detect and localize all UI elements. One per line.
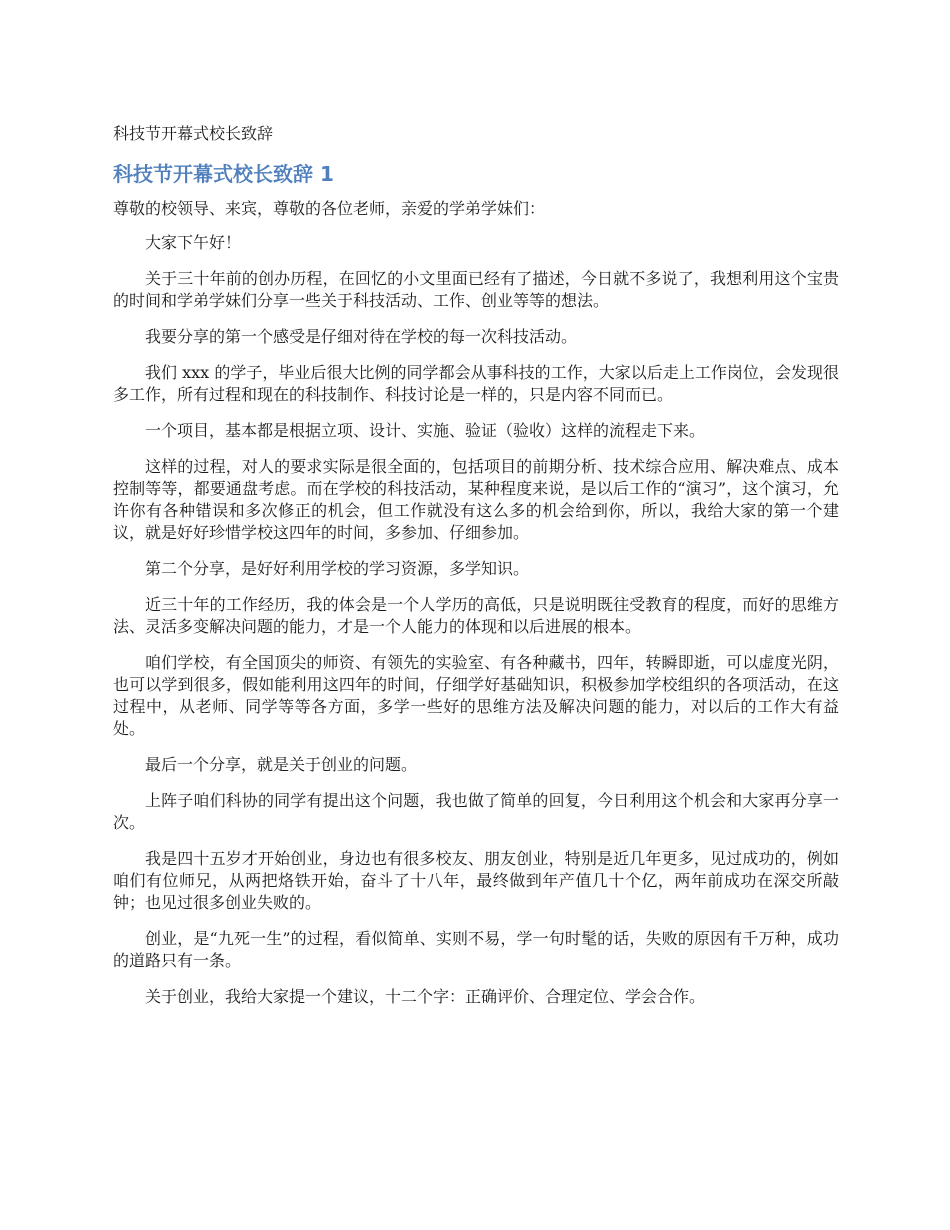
paragraph: 我们 xxx 的学子，毕业后很大比例的同学都会从事科技的工作，大家以后走上工作岗位，会发现很多工作，所有过程和现在的科技制作、科技讨论是一样的，只是内容不同而已。 bbox=[113, 363, 839, 404]
paragraph: 这样的过程，对人的要求实际是很全面的，包括项目的前期分析、技术综合应用、解决难点、成本控制等等，都要通盘考虑。而在学校的科技活动，某种程度来说，是以后工作的“演习”，这个演习，允许你有各种错误和多次修正的机会，但工作就没有这么多的机会给到你，所以，我给大家的第一个建议，就是好好珍惜学校这四年的时间，多参加、仔细参加。 bbox=[113, 457, 839, 542]
document-page bbox=[113, 122, 839, 1022]
salutation: 尊敬的校领导、来宾，尊敬的各位老师，亲爱的学弟学妹们： bbox=[113, 199, 546, 218]
paragraph: 关于创业，我给大家提一个建议，十二个字：正确评价、合理定位、学会合作。 bbox=[145, 987, 706, 1006]
paragraph: 上阵子咱们科协的同学有提出这个问题，我也做了简单的回复，今日利用这个机会和大家再分享一次。 bbox=[113, 791, 839, 832]
paragraph: 咱们学校，有全国顶尖的师资、有领先的实验室、有各种藏书，四年，转瞬即逝，可以虚度光阴，也可以学到很多，假如能利用这四年的时间，仔细学好基础知识，积极参加学校组织的各项活动，在这过程中，从老师、同学等等各方面，多学一些好的思维方法及解决问题的能力，对以后的工作大有益处。 bbox=[113, 653, 839, 738]
paragraph: 创业，是“九死一生”的过程，看似简单、实则不易，学一句时髦的话，失败的原因有千万种，成功的道路只有一条。 bbox=[113, 929, 839, 970]
paragraph-greeting: 大家下午好！ bbox=[145, 233, 242, 252]
paragraph: 近三十年的工作经历，我的体会是一个人学历的高低，只是说明既往受教育的程度，而好的思维方法、灵活多变解决问题的能力，才是一个人能力的体现和以后进展的根本。 bbox=[113, 595, 839, 636]
paragraph: 我是四十五岁才开始创业，身边也有很多校友、朋友创业，特别是近几年更多，见过成功的，例如咱们有位师兄，从两把烙铁开始，奋斗了十八年，最终做到年产值几十个亿，两年前成功在深交所敲钟；也见过很多创业失败的。 bbox=[113, 849, 839, 912]
paragraph: 我要分享的第一个感受是仔细对待在学校的每一次科技活动。 bbox=[145, 327, 578, 346]
document-header: 科技节开幕式校长致辞 bbox=[113, 124, 274, 143]
paragraph: 一个项目，基本都是根据立项、设计、实施、验证（验收）这样的流程走下来。 bbox=[145, 421, 706, 440]
paragraph: 第二个分享，是好好利用学校的学习资源，多学知识。 bbox=[145, 559, 530, 578]
paragraph: 关于三十年前的创办历程，在回忆的小文里面已经有了描述，今日就不多说了，我想利用这个宝贵的时间和学弟学妹们分享一些关于科技活动、工作、创业等等的想法。 bbox=[113, 269, 839, 310]
document-title: 科技节开幕式校长致辞 1 bbox=[113, 162, 334, 186]
paragraph: 最后一个分享，就是关于创业的问题。 bbox=[145, 755, 418, 774]
